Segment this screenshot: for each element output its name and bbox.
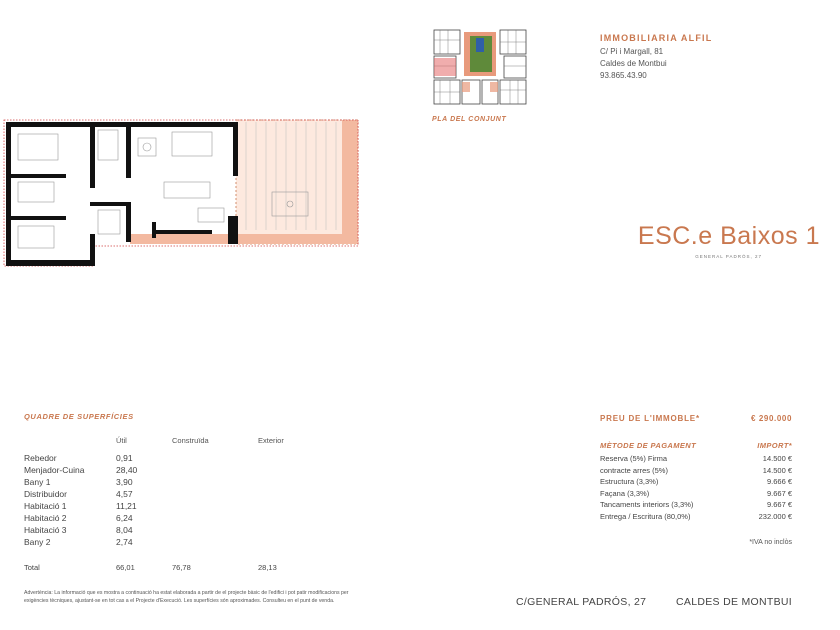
room-row: [24, 513, 284, 525]
room-name: Habitació 3: [24, 525, 67, 535]
payment-row: [600, 512, 792, 524]
vat-note: *IVA no inclòs: [749, 539, 792, 546]
company-phone: 93.865.43.90: [600, 71, 647, 80]
company-info: [600, 32, 712, 82]
payment-label: Entrega / Escritura (80,0%): [600, 512, 691, 521]
company-name: IMMOBILIARIA ALFIL: [600, 33, 713, 43]
room-util: 0,91: [116, 453, 133, 463]
unit-subtitle: GENERAL PADRÓS, 27: [695, 254, 762, 259]
payment-row: [600, 500, 792, 512]
room-util: 3,90: [116, 477, 133, 487]
payment-row: [600, 477, 792, 489]
room-name: Habitació 2: [24, 513, 67, 523]
room-name: Menjador-Cuina: [24, 465, 85, 475]
room-name: Distribuidor: [24, 489, 67, 499]
payment-method-header: MÈTODE DE PAGAMENT: [600, 441, 697, 450]
unit-title: ESC.e Baixos 1: [637, 222, 820, 250]
room-util: 28,40: [116, 465, 138, 475]
room-util: 8,04: [116, 525, 133, 535]
payment-amount: 232.000 €: [758, 512, 792, 521]
room-name: Habitació 1: [24, 501, 67, 511]
surfaces-title: QUADRE DE SUPERFÍCIES: [24, 412, 134, 421]
room-util: 2,74: [116, 537, 133, 547]
room-row: [24, 453, 284, 465]
payment-import-header: IMPORT*: [757, 441, 792, 450]
room-row: [24, 465, 284, 477]
room-row: [24, 489, 284, 501]
payment-amount: 14.500 €: [762, 466, 792, 475]
company-address: C/ Pi i Margall, 81: [600, 47, 664, 56]
payment-amount: 9.667 €: [766, 500, 792, 509]
room-util: 6,24: [116, 513, 133, 523]
column-header-exterior: Exterior: [258, 436, 284, 445]
total-exterior: 28,13: [258, 563, 277, 572]
room-name: Bany 1: [24, 477, 51, 487]
payment-label: Reserva (5%) Firma: [600, 454, 668, 463]
payment-label: Tancaments interiors (3,3%): [600, 500, 694, 509]
price-value: € 290.000: [751, 414, 792, 423]
room-util: 4,57: [116, 489, 133, 499]
payment-label: Estructura (3,3%): [600, 477, 659, 486]
column-header-util: Útil: [116, 436, 127, 445]
total-util: 66,01: [116, 563, 135, 572]
payment-amount: 14.500 €: [762, 454, 792, 463]
payment-amount: 9.667 €: [766, 489, 792, 498]
disclaimer-text: Advertència: La informació que es mostra a continuació ha estat elaborada a partir de el projecte bàsic de l'edifici i pot patir modificacions per exigències tècniques, ajustant-se en tot cas a el Projecte d'Execució. Les superfícies són aproximades. Consulteu en el punt de venda.: [24, 590, 349, 604]
room-name: Rebedor: [24, 453, 57, 463]
footer-city: CALDES DE MONTBUI: [676, 596, 792, 608]
total-label: Total: [24, 563, 40, 572]
site-plan-image: [432, 28, 528, 106]
room-name: Bany 2: [24, 537, 51, 547]
room-row: [24, 477, 284, 489]
room-row: [24, 537, 284, 549]
payment-label: Façana (3,3%): [600, 489, 650, 498]
company-city: Caldes de Montbui: [600, 59, 667, 68]
room-util: 11,21: [116, 501, 137, 511]
room-row: [24, 525, 284, 537]
price-label: PREU DE L'IMMOBLE*: [600, 414, 700, 423]
site-plan-caption: PLA DEL CONJUNT: [432, 116, 507, 123]
column-header-built: Construïda: [172, 436, 209, 445]
payment-label: contracte arres (5%): [600, 466, 668, 475]
payment-row: [600, 454, 792, 466]
room-row: [24, 501, 284, 513]
payment-amount: 9.666 €: [766, 477, 792, 486]
footer-address: C/GENERAL PADRÓS, 27: [516, 596, 647, 608]
total-built: 76,78: [172, 563, 191, 572]
floor-plan-image: [2, 118, 362, 268]
